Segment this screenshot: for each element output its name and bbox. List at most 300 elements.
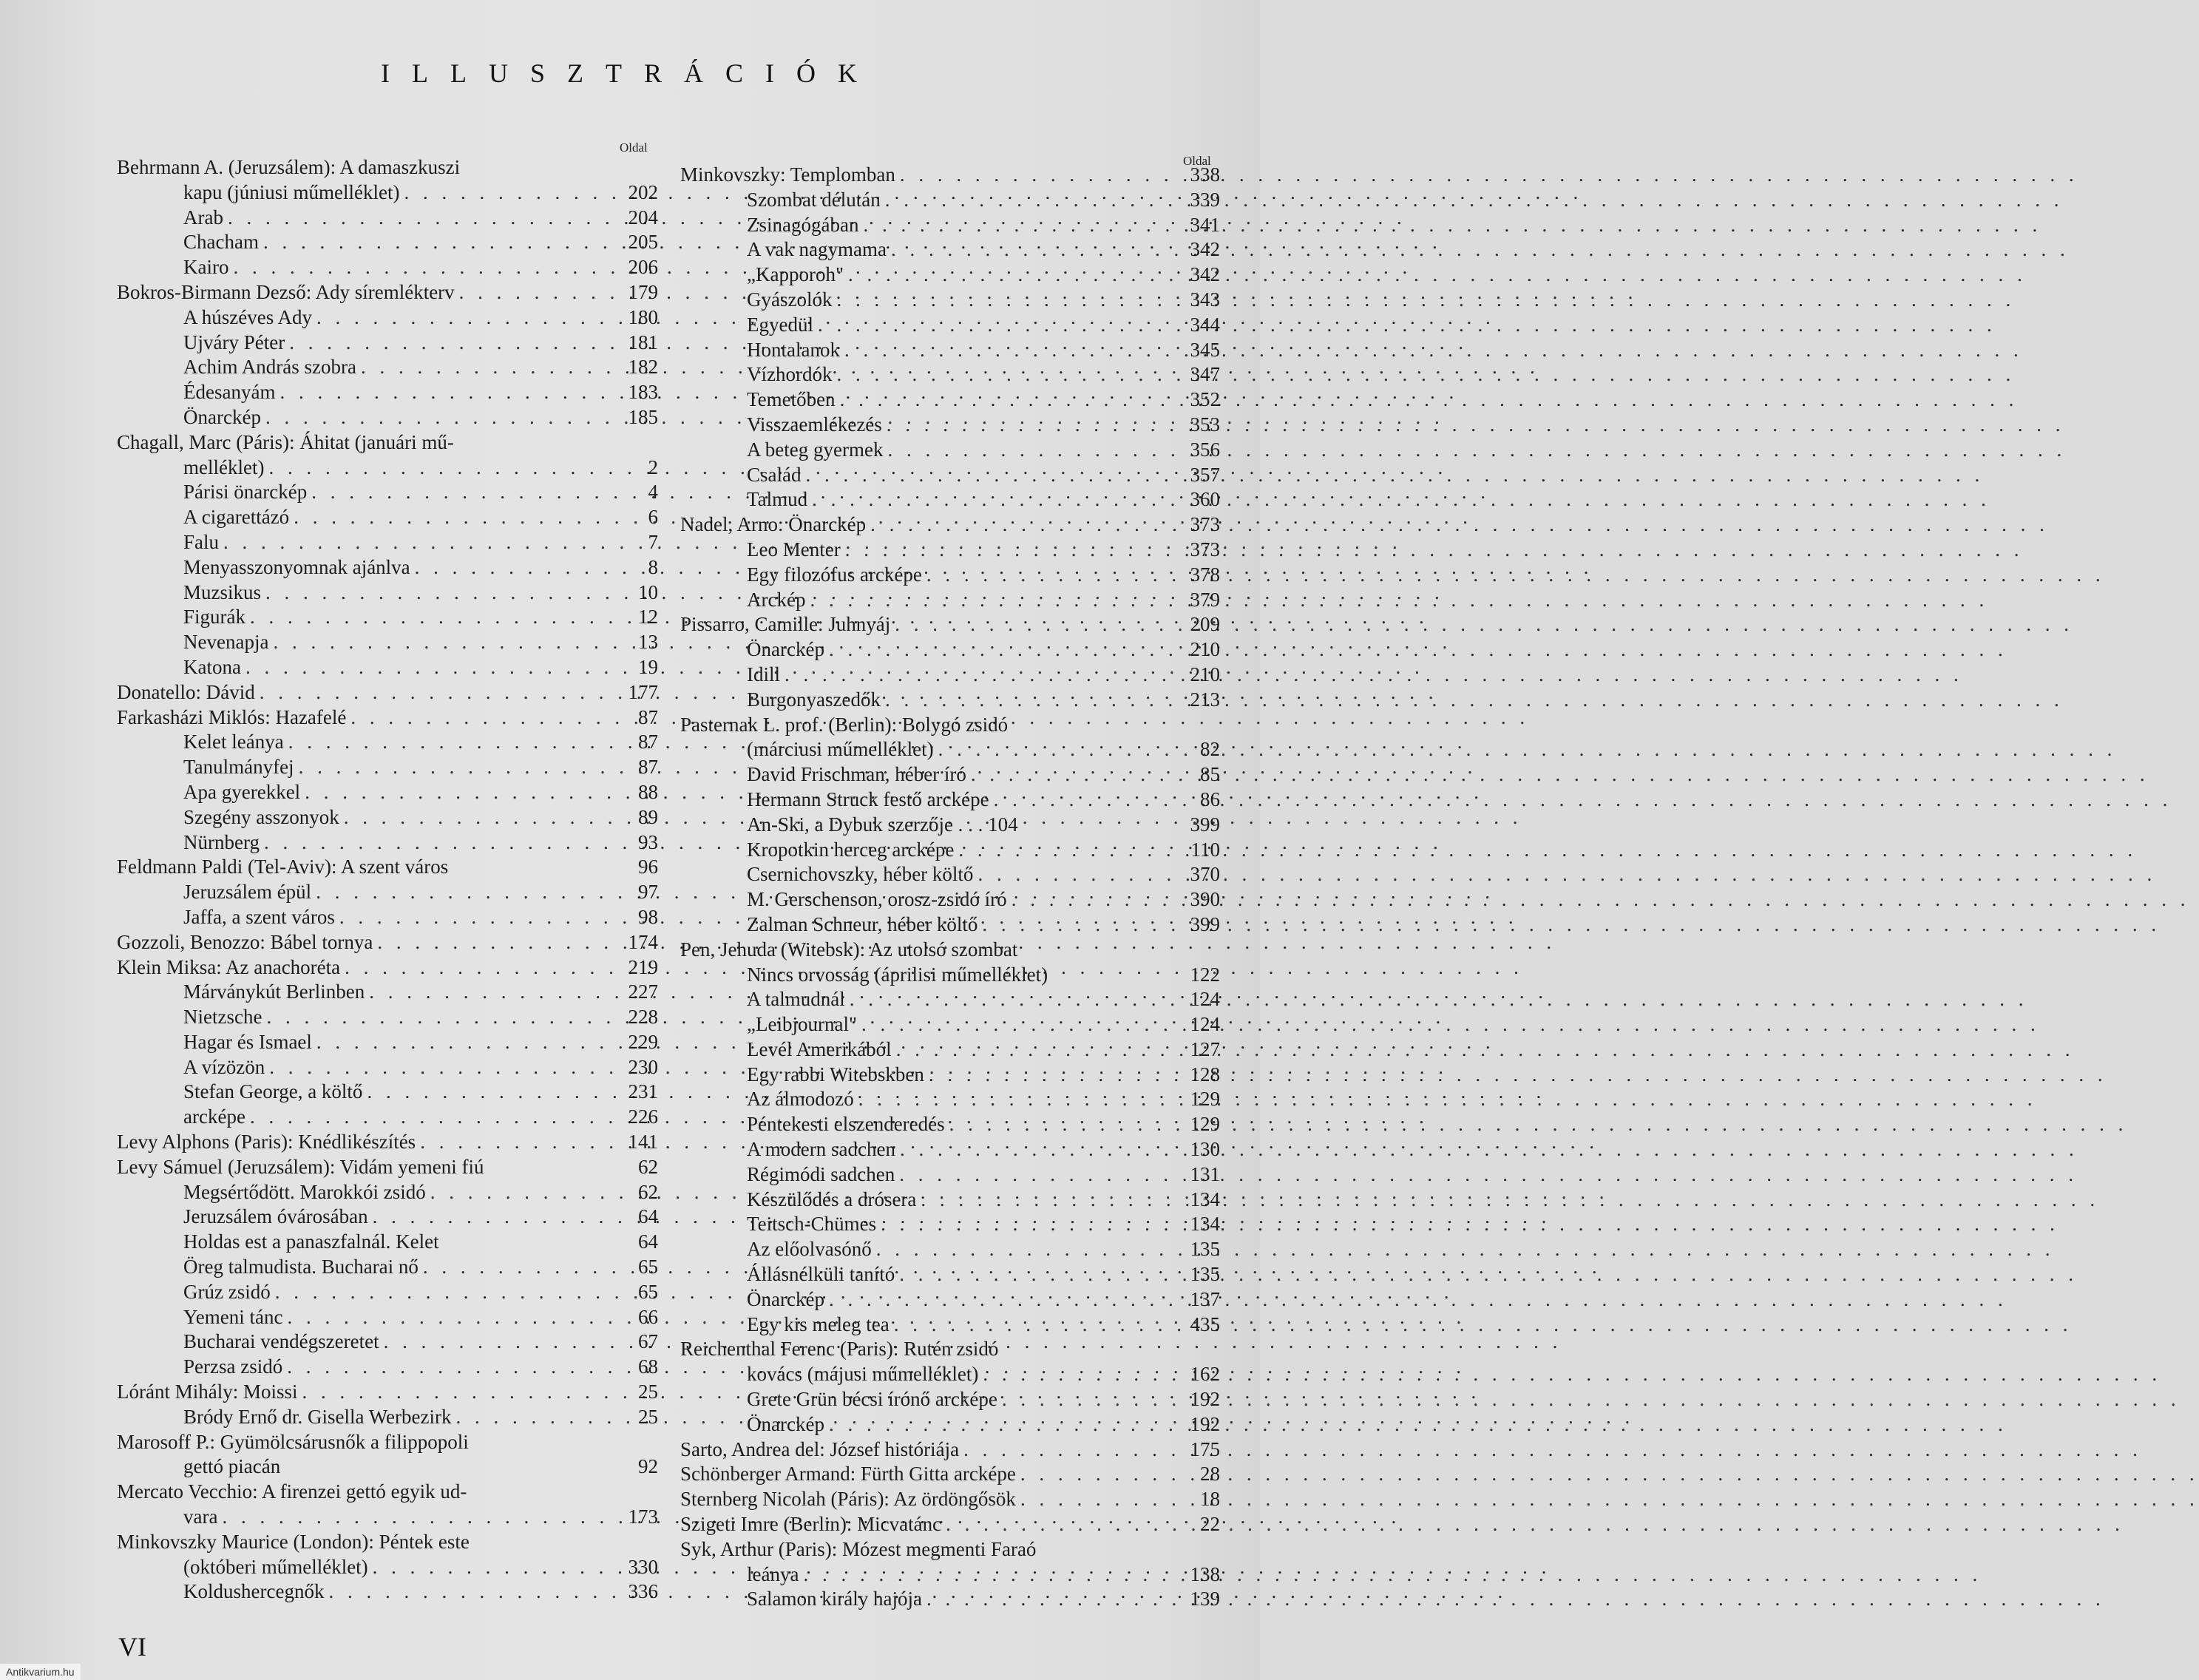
dot-leader xyxy=(895,1162,1187,1188)
dot-leader xyxy=(368,1205,626,1230)
entry-page-number: 65 xyxy=(638,1280,658,1303)
dot-leader xyxy=(324,1579,626,1605)
entry-title: Lóránt Mihály: Moissi xyxy=(117,1381,298,1403)
entry-page-number: 88 xyxy=(638,780,658,803)
index-entry xyxy=(117,780,658,805)
dot-leader xyxy=(954,838,1187,863)
index-entry xyxy=(680,938,1220,963)
entry-title: Egy kis meleg tea xyxy=(747,1312,890,1335)
entry-title: Jaffa, a szent város xyxy=(183,905,335,928)
entry-page-number: 219 xyxy=(628,955,658,978)
dot-leader xyxy=(887,237,1187,262)
page-number: VI xyxy=(118,1632,146,1662)
page-title: ILLUSZTRÁCIÓK xyxy=(381,58,879,88)
entry-title: Hermann Struck festő arcképe xyxy=(747,788,989,810)
entry-page-number: 19 xyxy=(638,655,658,678)
entry-title: Vízhordók xyxy=(747,363,833,386)
index-entry xyxy=(680,1112,1220,1137)
entry-title: A vízözön xyxy=(183,1055,265,1078)
index-entry xyxy=(117,405,658,430)
dot-leader xyxy=(262,1005,626,1030)
index-entry xyxy=(680,262,1220,288)
entry-title: Temetőben xyxy=(747,388,836,411)
entry-page-number: 96 xyxy=(638,856,658,878)
entry-page-number: 227 xyxy=(628,980,658,1003)
index-entry xyxy=(117,755,658,780)
entry-page-number: 25 xyxy=(638,1405,658,1428)
entry-page-number: 339 xyxy=(1190,188,1220,211)
index-entry xyxy=(680,1337,1220,1362)
entry-title: Nevenapja xyxy=(183,631,269,654)
index-entry xyxy=(680,1012,1220,1037)
entry-title: Pen, Jehuda (Witebsk): Az utolsó szombat xyxy=(680,938,1018,961)
entry-page-number: 399 xyxy=(1190,912,1220,935)
dot-leader xyxy=(854,1087,1187,1112)
entry-title: Megsértődött. Marokkói zsidó xyxy=(183,1180,426,1203)
entry-page-number: 435 xyxy=(1190,1312,1220,1335)
entry-page-number: 330 xyxy=(628,1555,658,1578)
index-entry xyxy=(680,588,1220,613)
index-entry xyxy=(680,413,1220,438)
dot-leader xyxy=(298,1380,626,1405)
dot-leader xyxy=(228,255,626,280)
index-entry xyxy=(680,1312,1220,1338)
index-entry xyxy=(117,1080,658,1105)
index-entry xyxy=(680,313,1220,338)
entry-page-number: 342 xyxy=(1190,263,1220,286)
index-entry xyxy=(680,463,1220,488)
dot-leader xyxy=(275,380,626,405)
dot-leader xyxy=(217,1505,626,1530)
entry-page-number: 25 xyxy=(638,1381,658,1403)
dot-leader xyxy=(300,780,626,805)
index-entry xyxy=(117,305,658,331)
dot-leader xyxy=(1007,887,1187,912)
index-entry xyxy=(117,580,658,606)
index-entry xyxy=(117,680,658,705)
index-entry xyxy=(680,862,1220,887)
entry-page-number: 185 xyxy=(628,405,658,428)
index-entry xyxy=(680,1562,1220,1588)
dot-leader xyxy=(259,230,626,255)
entry-title: A beteg gyermek xyxy=(747,438,884,461)
index-entry xyxy=(117,1330,658,1355)
entry-page-number: 206 xyxy=(628,256,658,279)
index-entry xyxy=(680,713,1220,738)
dot-leader xyxy=(832,288,1187,313)
entry-title: Muzsikus xyxy=(183,580,262,603)
index-entry xyxy=(680,1137,1220,1162)
entry-title: Kelet leánya xyxy=(183,731,284,753)
entry-page-number: 204 xyxy=(628,206,658,228)
entry-title: Arab xyxy=(183,206,223,228)
entry-page-number: 373 xyxy=(1190,513,1220,536)
dot-leader xyxy=(368,1555,626,1580)
entry-page-number: 213 xyxy=(1190,688,1220,711)
index-entry xyxy=(117,555,658,580)
index-entry xyxy=(680,1188,1220,1213)
entry-title: Öreg talmudista. Bucharai nő xyxy=(183,1256,419,1278)
index-entry xyxy=(117,1155,658,1180)
index-entry xyxy=(117,530,658,555)
index-entry xyxy=(680,1212,1220,1237)
dot-leader xyxy=(312,1030,626,1055)
index-entry xyxy=(117,1280,658,1305)
entry-title: Szombat délután xyxy=(747,188,881,211)
entry-title: Apa gyerekkel xyxy=(183,780,301,803)
dot-leader xyxy=(780,663,1187,688)
dot-leader xyxy=(365,980,626,1005)
dot-leader xyxy=(922,1587,1187,1612)
entry-page-number: 231 xyxy=(628,1080,658,1103)
dot-leader xyxy=(895,1262,1187,1287)
dot-leader xyxy=(941,1512,1187,1537)
entry-title: Nadel, Arno: Önarckép xyxy=(680,513,867,536)
entry-title: A modern sadchen xyxy=(747,1138,895,1161)
dot-leader xyxy=(959,1437,1187,1463)
dot-leader xyxy=(824,637,1187,663)
left-index-column xyxy=(117,155,658,1605)
index-entry xyxy=(117,930,658,955)
dot-leader xyxy=(410,555,626,580)
dot-leader xyxy=(857,1012,1187,1037)
entry-title: kapu (júniusi műmelléklet) xyxy=(183,180,400,203)
dot-leader xyxy=(805,588,1187,613)
entry-title: Klein Miksa: Az anachoréta xyxy=(117,955,341,978)
entry-title: Falu xyxy=(183,530,220,553)
right-index-column xyxy=(680,163,1220,1612)
entry-page-number: 64 xyxy=(638,1205,658,1228)
entry-title: Holdas est a panaszfalnál. Kelet xyxy=(183,1230,439,1253)
index-entry xyxy=(117,1005,658,1030)
index-entry xyxy=(117,455,658,481)
entry-page-number: 210 xyxy=(1190,638,1220,661)
entry-page-number: 129 xyxy=(1190,1088,1220,1111)
index-entry xyxy=(117,1430,658,1455)
entry-title: Zalman Schneur, héber költő xyxy=(747,912,978,935)
entry-title: Yemeni tánc xyxy=(183,1305,283,1328)
dot-leader xyxy=(881,688,1187,713)
index-entry xyxy=(117,705,658,731)
watermark: Antikvarium.hu xyxy=(0,1664,81,1680)
dot-leader xyxy=(1016,1462,1187,1487)
entry-page-number: 89 xyxy=(638,805,658,828)
entry-page-number: 67 xyxy=(638,1330,658,1353)
entry-title: Párisi önarckép xyxy=(183,481,308,504)
entry-page-number: 12 xyxy=(638,606,658,629)
entry-page-number: 18 xyxy=(1200,1488,1220,1511)
entry-page-number: 360 xyxy=(1190,488,1220,511)
entry-page-number: 226 xyxy=(628,1105,658,1128)
right-entry-list xyxy=(680,163,1220,1612)
entry-title: Teitsch-Chümes xyxy=(747,1213,877,1236)
entry-page-number: 202 xyxy=(628,180,658,203)
index-entry xyxy=(117,955,658,980)
index-entry xyxy=(680,887,1220,912)
index-entry xyxy=(680,1387,1220,1412)
dot-leader xyxy=(356,355,626,380)
index-entry xyxy=(117,1555,658,1580)
index-entry xyxy=(117,1230,658,1255)
entry-title: (márciusi műmelléklet) xyxy=(747,738,934,761)
dot-leader xyxy=(866,512,1187,538)
dot-leader xyxy=(997,1387,1187,1412)
dot-leader xyxy=(1016,1487,1187,1512)
entry-page-number: 28 xyxy=(1200,1463,1220,1486)
entry-title: Talmud xyxy=(747,488,808,511)
entry-page-number: 64 xyxy=(638,1230,658,1253)
dot-leader xyxy=(245,605,626,630)
dot-leader xyxy=(916,1188,1187,1213)
entry-page-number: 175 xyxy=(1190,1437,1220,1460)
dot-leader xyxy=(973,862,1187,887)
dot-leader xyxy=(419,1255,626,1280)
entry-page-number: 93 xyxy=(638,830,658,853)
entry-title: Gyászolók xyxy=(747,288,833,311)
entry-title: melléklet) xyxy=(183,455,265,478)
entry-page-number: 135 xyxy=(1190,1238,1220,1261)
index-entry xyxy=(680,1262,1220,1287)
index-entry xyxy=(117,280,658,305)
entry-page-number: 98 xyxy=(638,905,658,928)
entry-page-number: 183 xyxy=(628,381,658,404)
dot-leader xyxy=(840,338,1187,363)
entry-page-number: 228 xyxy=(628,1006,658,1029)
entry-title: Tanulmányfej xyxy=(183,756,294,779)
dot-leader xyxy=(362,1080,626,1105)
entry-title: Család xyxy=(747,463,802,486)
entry-title: Levy Sámuel (Jeruzsálem): Vidám yemeni fiú xyxy=(117,1155,484,1178)
entry-title: Gozzoli, Benozzo: Bábel tornya xyxy=(117,930,373,953)
entry-title: Jeruzsálem épül xyxy=(183,881,312,904)
entry-page-number: 2 xyxy=(648,455,658,478)
index-entry xyxy=(117,1030,658,1055)
entry-title: Nietzsche xyxy=(183,1006,262,1029)
entry-title: kovács (májusi műmelléklet) xyxy=(747,1363,979,1386)
entry-title: Az előolvasónő xyxy=(747,1238,872,1261)
index-entry xyxy=(117,1530,658,1555)
dot-leader xyxy=(260,830,626,856)
entry-page-number: 141 xyxy=(628,1131,658,1154)
dot-leader xyxy=(373,930,626,955)
entry-title: Minkovszky: Templomban xyxy=(680,163,895,186)
entry-title: Donatello: Dávid xyxy=(117,680,255,703)
entry-title: Grete Grün bécsi írónő arcképe xyxy=(747,1388,997,1411)
entry-page-number: 173 xyxy=(628,1505,658,1528)
index-entry xyxy=(117,1380,658,1405)
dot-leader xyxy=(219,530,626,555)
dot-leader xyxy=(399,180,626,206)
entry-page-number: 87 xyxy=(638,756,658,779)
entry-title: A húszéves Ady xyxy=(183,305,312,328)
entry-page-number: 352 xyxy=(1190,388,1220,411)
index-entry xyxy=(680,1087,1220,1112)
index-entry xyxy=(117,331,658,356)
entry-title: A vak nagymama xyxy=(747,238,887,261)
dot-leader xyxy=(311,880,626,905)
dot-leader xyxy=(426,1180,626,1205)
entry-page-number: 92 xyxy=(638,1455,658,1478)
index-entry xyxy=(680,813,1220,838)
dot-leader xyxy=(924,1063,1187,1088)
entry-title: arcképe xyxy=(183,1105,245,1128)
dot-leader xyxy=(284,730,626,755)
index-entry xyxy=(117,1180,658,1205)
dot-leader xyxy=(989,788,1187,813)
entry-page-number: 122 xyxy=(1190,963,1220,986)
index-entry xyxy=(680,1462,1220,1487)
dot-leader xyxy=(922,563,1187,588)
entry-page-number: 137 xyxy=(1190,1287,1220,1310)
entry-title: vara xyxy=(183,1505,218,1528)
dot-leader xyxy=(876,1212,1187,1237)
index-entry xyxy=(117,980,658,1005)
entry-page-number: 192 xyxy=(1190,1388,1220,1411)
entry-page-number: 85 xyxy=(1200,763,1220,786)
index-entry xyxy=(680,838,1220,863)
entry-title: leánya xyxy=(747,1562,799,1585)
entry-title: An-Ski, a Dybuk szerzője . . . 104 xyxy=(747,813,1018,836)
entry-page-number: 356 xyxy=(1190,438,1220,461)
entry-page-number: 347 xyxy=(1190,363,1220,386)
dot-leader xyxy=(832,362,1187,387)
entry-title: Menyasszonyomnak ajánlva xyxy=(183,555,410,578)
dot-leader xyxy=(379,1330,626,1355)
entry-page-number: 378 xyxy=(1190,563,1220,586)
dot-leader xyxy=(289,505,626,530)
entry-title: Bokros-Birmann Dezső: Ady síremlékterv xyxy=(117,280,455,303)
index-entry xyxy=(680,912,1220,938)
index-entry xyxy=(117,355,658,380)
dot-leader xyxy=(261,405,626,430)
entry-page-number: 134 xyxy=(1190,1188,1220,1210)
entry-page-number: 210 xyxy=(1190,663,1220,685)
entry-title: Ujváry Péter xyxy=(183,331,285,353)
dot-leader xyxy=(845,987,1187,1012)
index-entry xyxy=(680,362,1220,387)
entry-page-number: 182 xyxy=(628,356,658,379)
index-entry xyxy=(680,213,1220,238)
entry-page-number: 10 xyxy=(638,580,658,603)
index-entry xyxy=(117,1480,658,1505)
entry-title: Mercato Vecchio: A firenzei gettó egyik ud- xyxy=(117,1480,467,1503)
entry-page-number: 390 xyxy=(1190,888,1220,911)
entry-page-number: 353 xyxy=(1190,413,1220,436)
dot-leader xyxy=(977,912,1187,938)
entry-title: Pissarro, Camille: Juhnyáj xyxy=(680,613,891,636)
dot-leader xyxy=(416,1130,626,1155)
entry-title: Egy rabbi Witebskben xyxy=(747,1063,924,1085)
entry-page-number: 338 xyxy=(1190,163,1220,186)
dot-leader xyxy=(890,612,1187,637)
entry-page-number: 87 xyxy=(638,731,658,753)
entry-title: Bucharai vendégszeretet xyxy=(183,1330,379,1353)
dot-leader xyxy=(271,1280,626,1305)
index-entry xyxy=(680,612,1220,637)
entry-title: Koldushercegnők xyxy=(183,1580,325,1603)
entry-page-number: 13 xyxy=(638,631,658,654)
entry-title: Állásnélküli tanító xyxy=(747,1263,895,1286)
entry-title: Figurák xyxy=(183,606,245,629)
entry-page-number: 336 xyxy=(628,1580,658,1603)
entry-page-number: 344 xyxy=(1190,313,1220,336)
index-entry xyxy=(680,387,1220,413)
dot-leader xyxy=(858,213,1187,238)
entry-page-number: 22 xyxy=(1200,1513,1220,1536)
dot-leader xyxy=(285,331,626,356)
dot-leader xyxy=(282,1355,626,1380)
index-entry xyxy=(680,538,1220,563)
index-entry xyxy=(117,505,658,530)
index-entry xyxy=(680,1537,1220,1562)
index-entry xyxy=(680,1063,1220,1088)
entry-title: Régimódi sadchen xyxy=(747,1162,895,1185)
dot-leader xyxy=(966,762,1187,788)
entry-title: Nincs orvosság (áprilisi műmelléklet) xyxy=(747,963,1048,986)
index-entry xyxy=(117,1105,658,1130)
entry-title: Perzsa zsidó xyxy=(183,1355,283,1378)
entry-page-number: 86 xyxy=(1200,788,1220,810)
dot-leader xyxy=(340,955,626,980)
index-entry xyxy=(680,487,1220,512)
entry-title: Önarckép xyxy=(747,638,824,661)
entry-title: Sternberg Nicolah (Páris): Az ördöngősök xyxy=(680,1488,1016,1511)
left-entry-list xyxy=(117,155,658,1605)
entry-page-number: 139 xyxy=(1190,1588,1220,1610)
dot-leader xyxy=(255,680,626,705)
entry-page-number: 379 xyxy=(1190,588,1220,611)
entry-title: Idill xyxy=(747,663,780,685)
entry-page-number: 4 xyxy=(648,481,658,504)
entry-page-number: 129 xyxy=(1190,1113,1220,1136)
entry-page-number: 370 xyxy=(1190,863,1220,886)
dot-leader xyxy=(872,1237,1187,1262)
entry-page-number: 229 xyxy=(628,1030,658,1053)
entry-title: Bródy Ernő dr. Gisella Werbezirk xyxy=(183,1405,452,1428)
index-entry xyxy=(117,230,658,255)
dot-leader xyxy=(892,1037,1187,1063)
dot-leader xyxy=(813,313,1187,338)
dot-leader xyxy=(945,1112,1187,1137)
entry-title: Sarto, Andrea del: József históriája xyxy=(680,1437,960,1460)
dot-leader xyxy=(824,1412,1187,1437)
index-entry xyxy=(680,663,1220,688)
dot-leader xyxy=(895,1137,1187,1162)
index-entry xyxy=(680,1587,1220,1612)
index-entry xyxy=(680,1487,1220,1512)
dot-leader xyxy=(307,480,626,505)
entry-title: Egy filozófus arcképe xyxy=(747,563,922,586)
entry-page-number: 399 xyxy=(1190,813,1220,836)
dot-leader xyxy=(799,1562,1187,1588)
entry-title: Syk, Arthur (Paris): Mózest megmenti Faraó xyxy=(680,1537,1037,1560)
entry-title: Salamon király hajója xyxy=(747,1588,922,1610)
entry-page-number: 6 xyxy=(648,506,658,529)
dot-leader xyxy=(241,655,626,680)
dot-leader xyxy=(261,580,626,606)
entry-page-number: 345 xyxy=(1190,338,1220,361)
index-entry xyxy=(117,805,658,830)
entry-page-number: 66 xyxy=(638,1305,658,1328)
index-entry xyxy=(117,830,658,856)
entry-title: Visszaemlékezés xyxy=(747,413,882,436)
entry-title: A cigarettázó xyxy=(183,506,290,529)
entry-title: Chagall, Marc (Páris): Áhitat (januári mű- xyxy=(117,430,454,453)
entry-page-number: 134 xyxy=(1190,1213,1220,1236)
dot-leader xyxy=(841,538,1187,563)
index-entry xyxy=(680,512,1220,538)
entry-page-number: 135 xyxy=(1190,1263,1220,1286)
